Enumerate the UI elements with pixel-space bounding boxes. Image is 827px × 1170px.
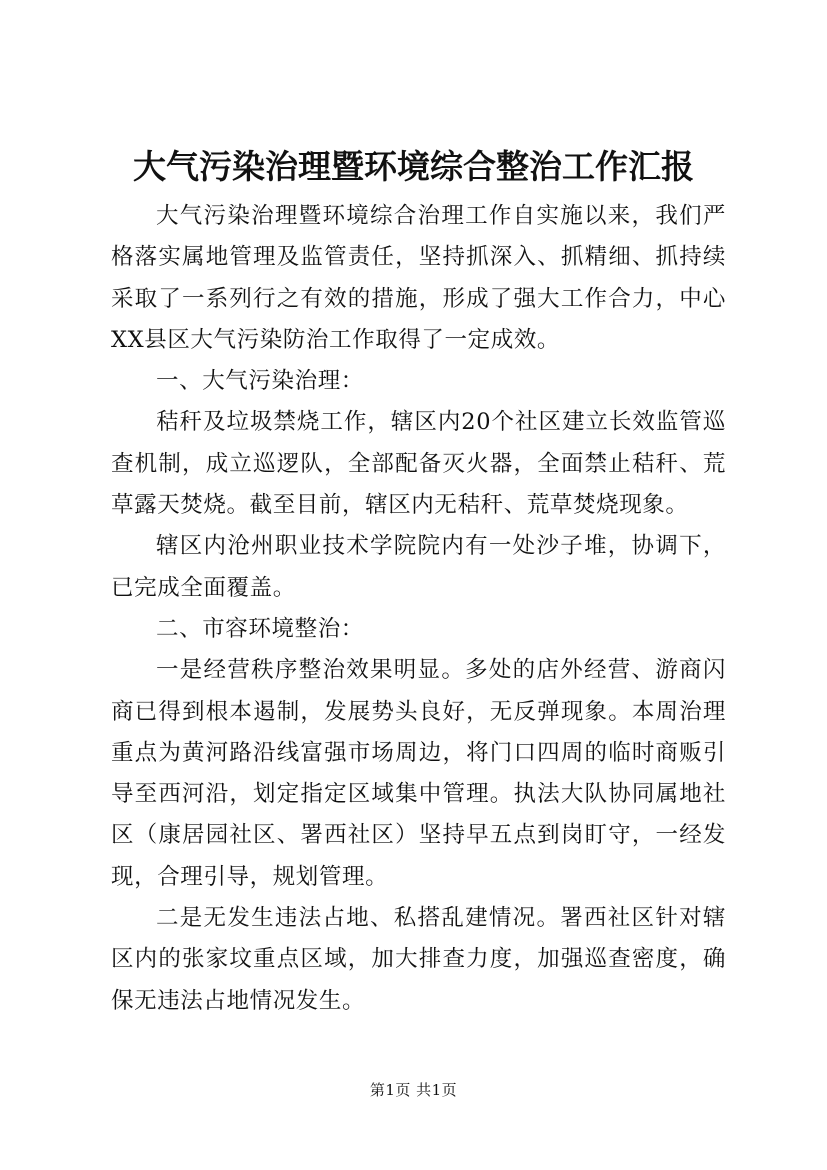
section-heading-city-environment: 二、市容环境整治： (156, 615, 364, 642)
document-body (111, 196, 726, 1022)
paragraph-intro: 大气污染治理暨环境综合治理工作自实施以来，我们严格落实属地管理及监管责任，坚持抓深入、抓精细、抓持续采取了一系列行之有效的措施，形成了强大工作合力，中心XX县区大气污染防治工作取得了一定成效。 (111, 203, 726, 353)
paragraph-straw-burning: 秸秆及垃圾禁烧工作，辖区内20个社区建立长效监管巡查机制，成立巡逻队，全部配备灭火器，全面禁止秸秆、荒草露天焚烧。截至目前，辖区内无秸秆、荒草焚烧现象。 (111, 409, 726, 519)
paragraph-illegal-construction: 二是无发生违法占地、私搭乱建情况。署西社区针对辖区内的张家坟重点区域，加大排查力度，加强巡查密度，确保无违法占地情况发生。 (111, 905, 726, 1014)
document-title: 大气污染治理暨环境综合整治工作汇报 (133, 147, 694, 186)
page-footer: 第1页 共1页 (369, 1081, 458, 1099)
paragraph-sand-pile: 辖区内沧州职业技术学院院内有一处沙子堆，协调下，已完成全面覆盖。 (111, 533, 726, 601)
paragraph-business-order: 一是经营秩序整治效果明显。多处的店外经营、游商闪商已得到根本遏制，发展势头良好，无反弹现象。本周治理重点为黄河路沿线富强市场周边，将门口四周的临时商贩引导至西河沿，划定指定区域集中管理。执法大队协同属地社区（康居园社区、署西社区）坚持早五点到岗盯守，一经发现，合理引导，规划管理。 (111, 657, 726, 890)
section-heading-air-pollution: 一、大气污染治理： (156, 368, 364, 395)
